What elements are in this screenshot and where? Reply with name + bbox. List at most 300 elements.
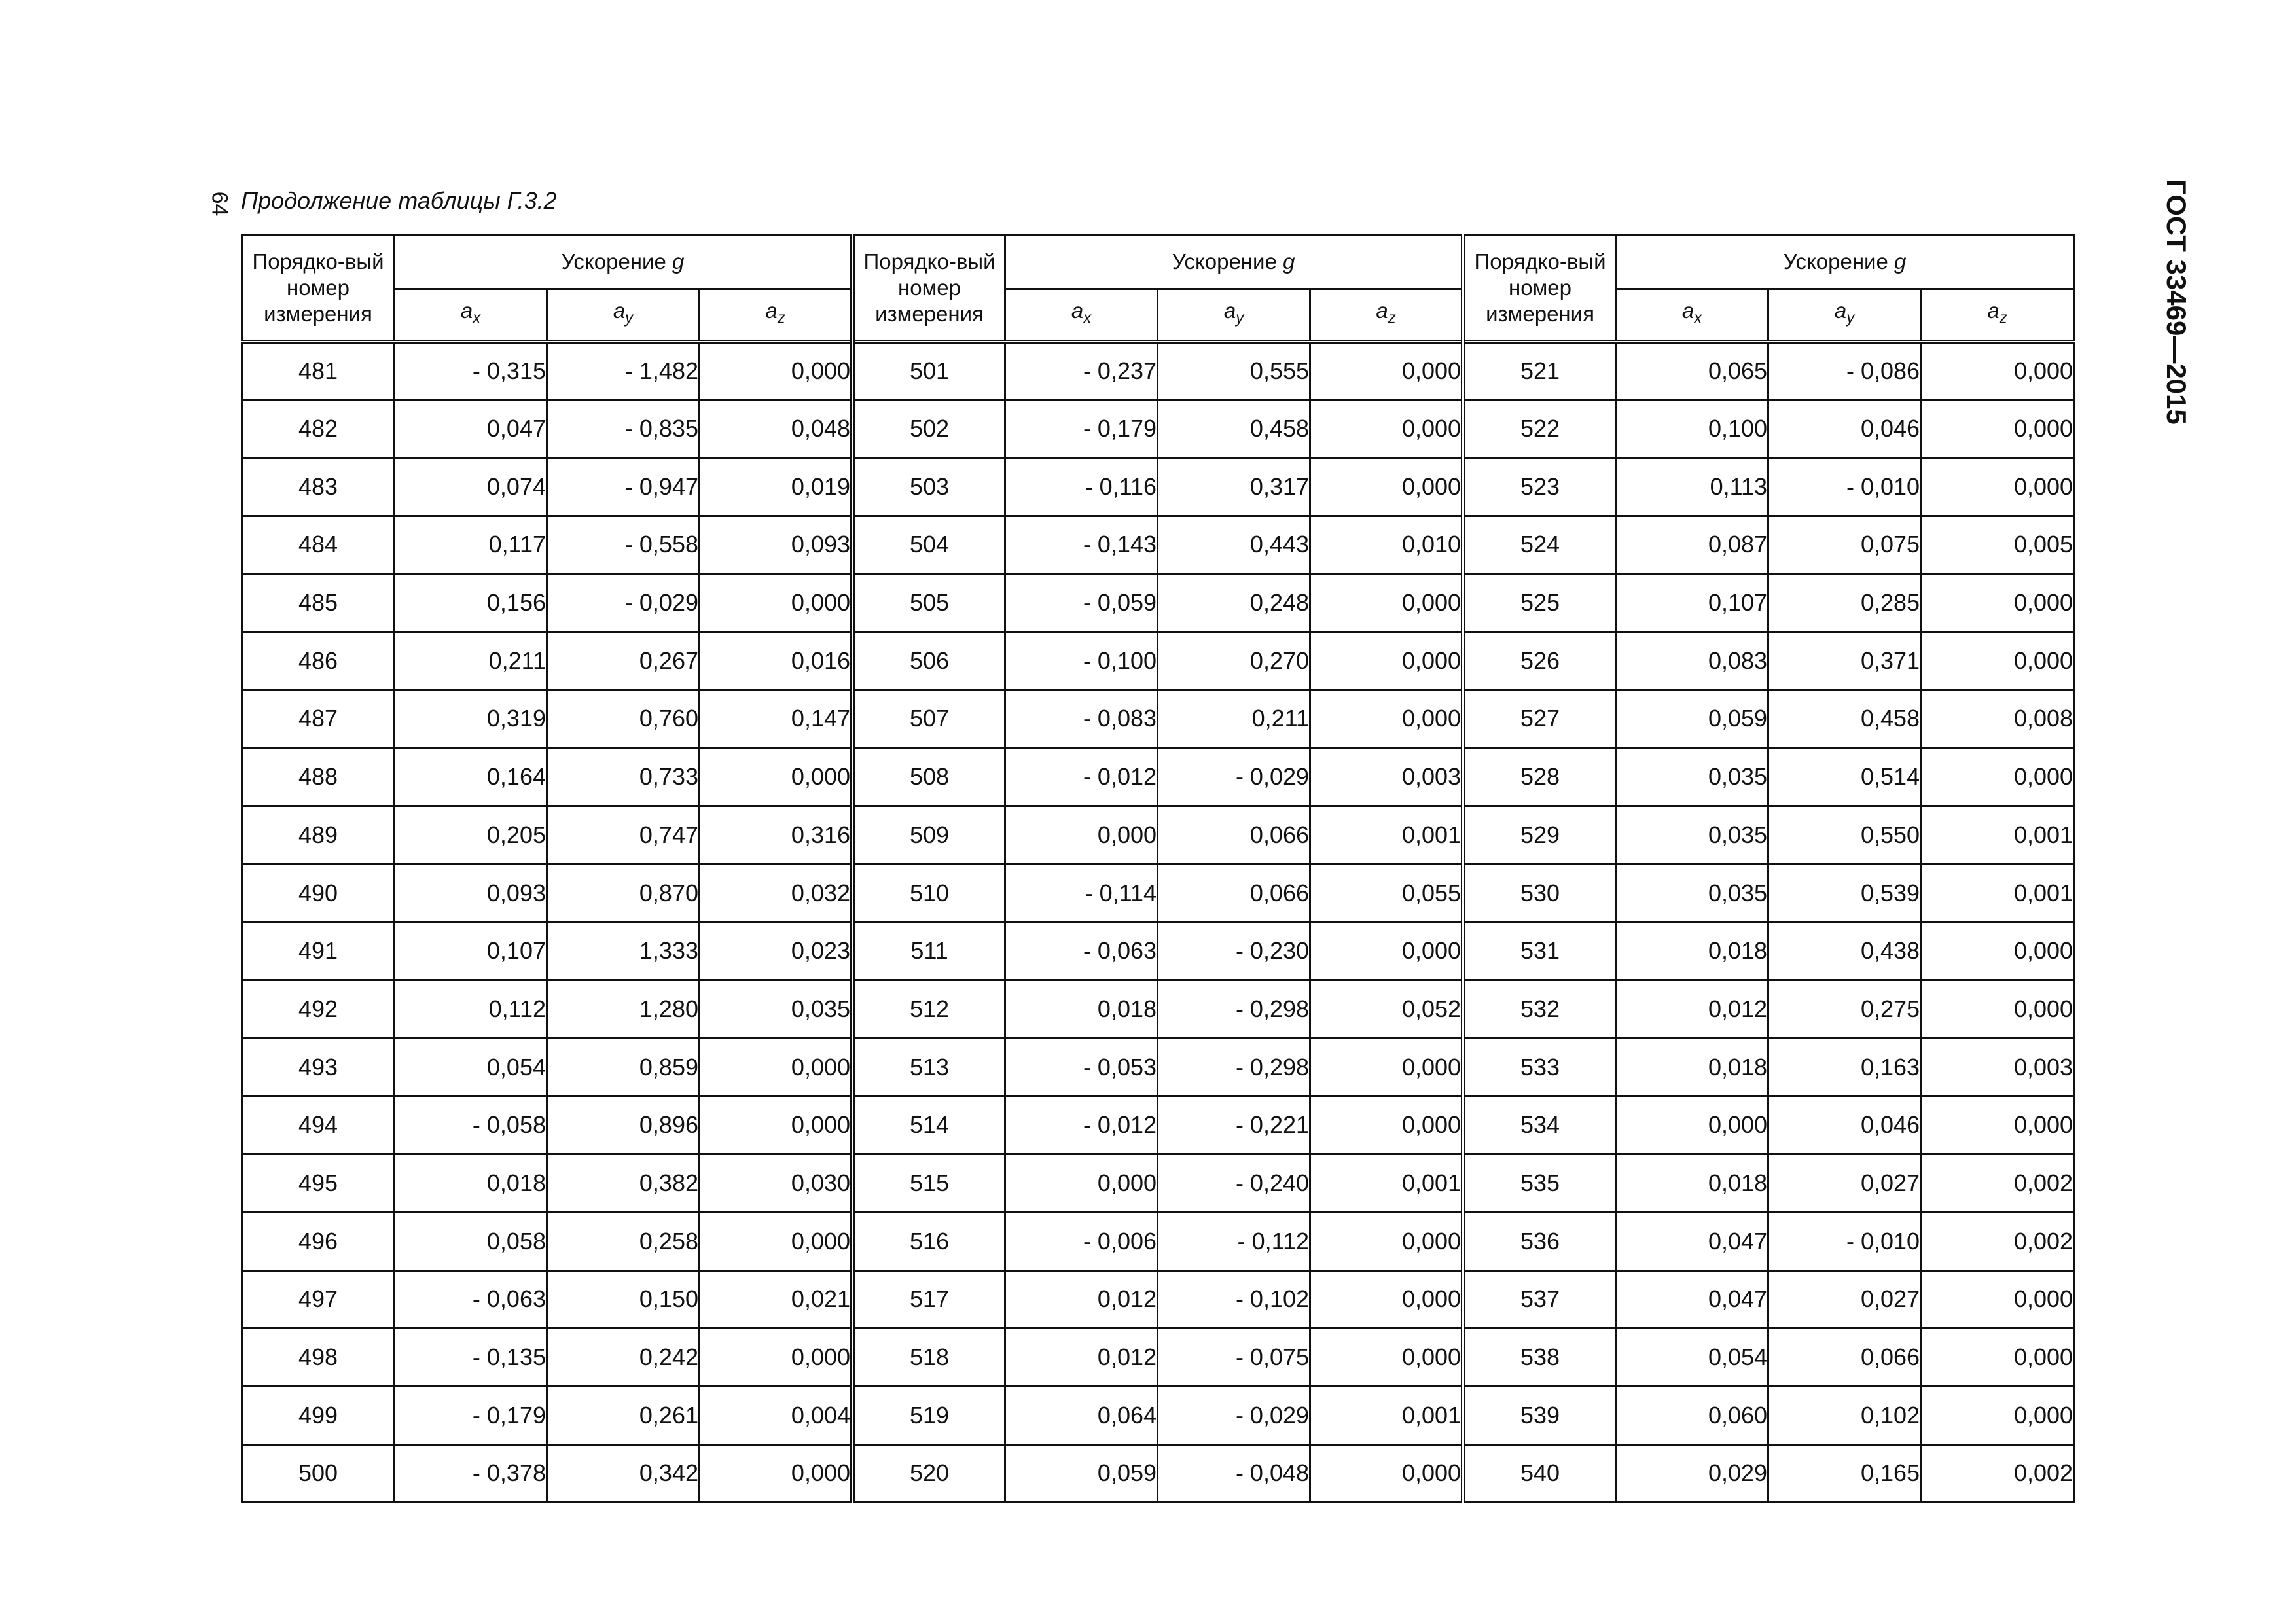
acceleration-value-cell: 0,000 xyxy=(1310,457,1463,516)
measurement-number-cell: 509 xyxy=(853,806,1005,865)
axis-header-ax xyxy=(1005,289,1158,342)
acceleration-value-cell: - 0,221 xyxy=(1158,1096,1310,1154)
acceleration-value-cell: 0,382 xyxy=(547,1154,700,1213)
axis-symbol: a xyxy=(1681,298,1695,323)
acceleration-header xyxy=(1005,235,1463,289)
measurement-number-cell: 528 xyxy=(1463,748,1616,806)
acceleration-value-cell: 0,438 xyxy=(1768,922,1921,980)
acceleration-value-cell: 0,000 xyxy=(1310,400,1463,458)
table-row xyxy=(242,574,2074,632)
acceleration-value-cell: 0,093 xyxy=(700,516,853,574)
acceleration-value-cell: 0,018 xyxy=(395,1154,547,1213)
axis-symbol: a xyxy=(460,298,473,323)
measurement-number-cell: 493 xyxy=(242,1038,395,1096)
table-row xyxy=(242,1096,2074,1154)
acceleration-value-cell: 0,316 xyxy=(700,806,853,865)
acceleration-value-cell: 0,064 xyxy=(1005,1386,1158,1444)
document-code: ГОСТ 33469—2015 xyxy=(2161,179,2192,425)
acceleration-value-cell: 0,012 xyxy=(1005,1270,1158,1329)
acceleration-value-cell: 0,317 xyxy=(1158,457,1310,516)
acceleration-value-cell: 0,000 xyxy=(1005,1154,1158,1213)
measurement-number-cell: 516 xyxy=(853,1212,1005,1270)
table-row xyxy=(242,1154,2074,1213)
acceleration-value-cell: - 0,230 xyxy=(1158,922,1310,980)
acceleration-value-cell: 0,000 xyxy=(700,574,853,632)
acceleration-value-cell: 0,035 xyxy=(1616,806,1768,865)
acceleration-value-cell: 0,000 xyxy=(1310,1444,1463,1503)
acceleration-value-cell: 1,280 xyxy=(547,980,700,1039)
acceleration-value-cell: 0,733 xyxy=(547,748,700,806)
acceleration-unit: g xyxy=(672,249,685,274)
acceleration-value-cell: 0,319 xyxy=(395,690,547,748)
acceleration-label: Ускорение xyxy=(1172,249,1277,274)
measurement-number-cell: 517 xyxy=(853,1270,1005,1329)
acceleration-value-cell: - 0,083 xyxy=(1005,690,1158,748)
acceleration-value-cell: 0,000 xyxy=(1310,574,1463,632)
measurement-number-cell: 484 xyxy=(242,516,395,574)
acceleration-value-cell: - 0,112 xyxy=(1158,1212,1310,1270)
acceleration-value-cell: 0,003 xyxy=(1921,1038,2074,1096)
acceleration-value-cell: - 0,298 xyxy=(1158,980,1310,1039)
acceleration-value-cell: 0,012 xyxy=(1616,980,1768,1039)
acceleration-value-cell: 0,002 xyxy=(1921,1212,2074,1270)
acceleration-value-cell: 0,000 xyxy=(1310,1096,1463,1154)
acceleration-value-cell: 0,001 xyxy=(1310,1386,1463,1444)
axis-header-ay xyxy=(547,289,700,342)
measurement-number-cell: 536 xyxy=(1463,1212,1616,1270)
measurement-number-cell: 504 xyxy=(853,516,1005,574)
acceleration-value-cell: 0,029 xyxy=(1616,1444,1768,1503)
acceleration-value-cell: 0,000 xyxy=(700,748,853,806)
axis-symbol: a xyxy=(1376,298,1388,323)
measurement-number-cell: 506 xyxy=(853,632,1005,690)
acceleration-value-cell: - 0,558 xyxy=(547,516,700,574)
acceleration-value-cell: 0,060 xyxy=(1616,1386,1768,1444)
acceleration-value-cell: 0,018 xyxy=(1616,922,1768,980)
acceleration-value-cell: 0,163 xyxy=(1768,1038,1921,1096)
acceleration-value-cell: - 0,947 xyxy=(547,457,700,516)
acceleration-value-cell: 0,205 xyxy=(395,806,547,865)
acceleration-value-cell: - 0,143 xyxy=(1005,516,1158,574)
acceleration-value-cell: 0,539 xyxy=(1768,864,1921,922)
acceleration-value-cell: 0,019 xyxy=(700,457,853,516)
acceleration-value-cell: 0,000 xyxy=(700,1444,853,1503)
acceleration-value-cell: 1,333 xyxy=(547,922,700,980)
acceleration-table xyxy=(241,234,2075,1503)
measurement-number-cell: 482 xyxy=(242,400,395,458)
acceleration-value-cell: 0,010 xyxy=(1310,516,1463,574)
acceleration-value-cell: 0,342 xyxy=(547,1444,700,1503)
measurement-number-cell: 521 xyxy=(1463,342,1616,400)
acceleration-value-cell: 0,000 xyxy=(1921,1270,2074,1329)
axis-header-ax xyxy=(395,289,547,342)
acceleration-value-cell: 0,000 xyxy=(1921,1386,2074,1444)
measurement-number-cell: 524 xyxy=(1463,516,1616,574)
acceleration-value-cell: 0,012 xyxy=(1005,1329,1158,1387)
axis-subscript: z xyxy=(777,309,785,327)
measurement-number-cell: 499 xyxy=(242,1386,395,1444)
acceleration-value-cell: - 0,048 xyxy=(1158,1444,1310,1503)
measurement-number-cell: 494 xyxy=(242,1096,395,1154)
acceleration-value-cell: 0,211 xyxy=(1158,690,1310,748)
measurement-number-cell: 539 xyxy=(1463,1386,1616,1444)
measurement-number-cell: 518 xyxy=(853,1329,1005,1387)
acceleration-value-cell: 0,046 xyxy=(1768,400,1921,458)
acceleration-value-cell: 0,000 xyxy=(1921,457,2074,516)
measurement-number-cell: 501 xyxy=(853,342,1005,400)
measurement-number-cell: 537 xyxy=(1463,1270,1616,1329)
acceleration-value-cell: - 0,053 xyxy=(1005,1038,1158,1096)
acceleration-value-cell: 0,002 xyxy=(1921,1154,2074,1213)
measurement-number-cell: 534 xyxy=(1463,1096,1616,1154)
axis-header-az xyxy=(1310,289,1463,342)
acceleration-header xyxy=(395,235,853,289)
acceleration-value-cell: - 0,240 xyxy=(1158,1154,1310,1213)
acceleration-value-cell: - 0,086 xyxy=(1768,342,1921,400)
acceleration-value-cell: 0,000 xyxy=(1310,922,1463,980)
measurement-number-cell: 515 xyxy=(853,1154,1005,1213)
acceleration-value-cell: 0,248 xyxy=(1158,574,1310,632)
acceleration-value-cell: - 0,315 xyxy=(395,342,547,400)
acceleration-value-cell: - 0,059 xyxy=(1005,574,1158,632)
acceleration-value-cell: 0,066 xyxy=(1158,864,1310,922)
acceleration-value-cell: 0,112 xyxy=(395,980,547,1039)
measurement-number-cell: 525 xyxy=(1463,574,1616,632)
page-number: 64 xyxy=(207,191,232,217)
axis-symbol: a xyxy=(1834,298,1847,323)
measurement-number-cell: 522 xyxy=(1463,400,1616,458)
measurement-number-cell: 488 xyxy=(242,748,395,806)
acceleration-value-cell: 0,001 xyxy=(1921,864,2074,922)
measurement-number-cell: 503 xyxy=(853,457,1005,516)
measurement-number-cell: 519 xyxy=(853,1386,1005,1444)
axis-subscript: x xyxy=(1083,309,1092,327)
acceleration-value-cell: 0,066 xyxy=(1768,1329,1921,1387)
axis-subscript: z xyxy=(1999,309,2007,327)
acceleration-value-cell: 0,747 xyxy=(547,806,700,865)
measurement-number-cell: 523 xyxy=(1463,457,1616,516)
acceleration-value-cell: - 0,102 xyxy=(1158,1270,1310,1329)
measurement-number-cell: 491 xyxy=(242,922,395,980)
acceleration-value-cell: 0,270 xyxy=(1158,632,1310,690)
acceleration-value-cell: 0,443 xyxy=(1158,516,1310,574)
acceleration-value-cell: 0,093 xyxy=(395,864,547,922)
acceleration-value-cell: 0,000 xyxy=(1310,342,1463,400)
table-row xyxy=(242,980,2074,1039)
acceleration-value-cell: 0,000 xyxy=(1921,400,2074,458)
axis-symbol: a xyxy=(1223,298,1236,323)
axis-subscript: x xyxy=(1694,309,1702,327)
measurement-number-cell: 492 xyxy=(242,980,395,1039)
acceleration-value-cell: 0,023 xyxy=(700,922,853,980)
measurement-number-cell: 481 xyxy=(242,342,395,400)
measurement-number-header: Порядко-вый номер измерения xyxy=(1463,235,1616,342)
measurement-number-cell: 526 xyxy=(1463,632,1616,690)
table-row xyxy=(242,1270,2074,1329)
acceleration-value-cell: 0,000 xyxy=(700,1038,853,1096)
table-row xyxy=(242,1212,2074,1270)
acceleration-value-cell: - 0,378 xyxy=(395,1444,547,1503)
acceleration-value-cell: 0,074 xyxy=(395,457,547,516)
acceleration-value-cell: 0,550 xyxy=(1768,806,1921,865)
acceleration-value-cell: 0,030 xyxy=(700,1154,853,1213)
acceleration-value-cell: - 0,010 xyxy=(1768,457,1921,516)
measurement-number-cell: 511 xyxy=(853,922,1005,980)
axis-subscript: y xyxy=(1846,309,1855,327)
acceleration-value-cell: 0,018 xyxy=(1005,980,1158,1039)
acceleration-value-cell: 0,267 xyxy=(547,632,700,690)
acceleration-value-cell: 0,059 xyxy=(1005,1444,1158,1503)
acceleration-value-cell: 0,001 xyxy=(1921,806,2074,865)
axis-header-az xyxy=(700,289,853,342)
acceleration-value-cell: 0,055 xyxy=(1310,864,1463,922)
acceleration-value-cell: 0,000 xyxy=(1921,1096,2074,1154)
acceleration-value-cell: 0,261 xyxy=(547,1386,700,1444)
acceleration-value-cell: 0,001 xyxy=(1310,806,1463,865)
table-row xyxy=(242,1038,2074,1096)
table-row xyxy=(242,1444,2074,1503)
axis-header-az xyxy=(1921,289,2074,342)
acceleration-value-cell: - 0,835 xyxy=(547,400,700,458)
acceleration-value-cell: 0,514 xyxy=(1768,748,1921,806)
measurement-number-cell: 486 xyxy=(242,632,395,690)
axis-subscript: y xyxy=(1236,309,1244,327)
acceleration-value-cell: - 0,114 xyxy=(1005,864,1158,922)
acceleration-value-cell: 0,000 xyxy=(700,1329,853,1387)
acceleration-value-cell: 0,075 xyxy=(1768,516,1921,574)
acceleration-value-cell: 0,021 xyxy=(700,1270,853,1329)
axis-subscript: z xyxy=(1388,309,1396,327)
measurement-number-cell: 535 xyxy=(1463,1154,1616,1213)
table-row xyxy=(242,690,2074,748)
acceleration-value-cell: 0,242 xyxy=(547,1329,700,1387)
table-row xyxy=(242,457,2074,516)
acceleration-value-cell: 0,117 xyxy=(395,516,547,574)
acceleration-value-cell: 0,047 xyxy=(1616,1270,1768,1329)
acceleration-value-cell: 0,048 xyxy=(700,400,853,458)
acceleration-value-cell: 0,047 xyxy=(1616,1212,1768,1270)
acceleration-value-cell: 0,458 xyxy=(1768,690,1921,748)
acceleration-value-cell: 0,058 xyxy=(395,1212,547,1270)
acceleration-unit: g xyxy=(1894,249,1907,274)
acceleration-value-cell: 0,003 xyxy=(1310,748,1463,806)
acceleration-value-cell: 0,371 xyxy=(1768,632,1921,690)
acceleration-value-cell: - 0,075 xyxy=(1158,1329,1310,1387)
acceleration-value-cell: 0,002 xyxy=(1921,1444,2074,1503)
acceleration-value-cell: - 0,058 xyxy=(395,1096,547,1154)
acceleration-value-cell: 0,065 xyxy=(1616,342,1768,400)
measurement-number-cell: 500 xyxy=(242,1444,395,1503)
acceleration-value-cell: 0,107 xyxy=(1616,574,1768,632)
measurement-number-cell: 540 xyxy=(1463,1444,1616,1503)
acceleration-value-cell: 0,035 xyxy=(1616,864,1768,922)
measurement-number-cell: 487 xyxy=(242,690,395,748)
acceleration-value-cell: - 0,012 xyxy=(1005,748,1158,806)
measurement-number-cell: 496 xyxy=(242,1212,395,1270)
acceleration-value-cell: 0,555 xyxy=(1158,342,1310,400)
measurement-number-cell: 520 xyxy=(853,1444,1005,1503)
axis-subscript: x xyxy=(473,309,481,327)
acceleration-value-cell: 0,005 xyxy=(1921,516,2074,574)
acceleration-value-cell: 0,000 xyxy=(700,1096,853,1154)
acceleration-value-cell: - 0,135 xyxy=(395,1329,547,1387)
acceleration-value-cell: 0,896 xyxy=(547,1096,700,1154)
acceleration-value-cell: 0,164 xyxy=(395,748,547,806)
acceleration-value-cell: 0,047 xyxy=(395,400,547,458)
acceleration-value-cell: 0,054 xyxy=(1616,1329,1768,1387)
acceleration-value-cell: - 1,482 xyxy=(547,342,700,400)
table-row xyxy=(242,1386,2074,1444)
acceleration-value-cell: - 0,100 xyxy=(1005,632,1158,690)
acceleration-value-cell: - 0,029 xyxy=(1158,1386,1310,1444)
measurement-number-cell: 508 xyxy=(853,748,1005,806)
acceleration-value-cell: 0,760 xyxy=(547,690,700,748)
measurement-number-cell: 490 xyxy=(242,864,395,922)
measurement-number-cell: 529 xyxy=(1463,806,1616,865)
measurement-number-cell: 531 xyxy=(1463,922,1616,980)
acceleration-value-cell: 0,035 xyxy=(700,980,853,1039)
acceleration-value-cell: 0,000 xyxy=(1310,632,1463,690)
acceleration-value-cell: 0,052 xyxy=(1310,980,1463,1039)
measurement-number-cell: 483 xyxy=(242,457,395,516)
acceleration-value-cell: 0,859 xyxy=(547,1038,700,1096)
measurement-number-cell: 507 xyxy=(853,690,1005,748)
acceleration-value-cell: 0,285 xyxy=(1768,574,1921,632)
acceleration-value-cell: 0,000 xyxy=(1310,690,1463,748)
acceleration-value-cell: 0,000 xyxy=(1921,574,2074,632)
acceleration-value-cell: 0,000 xyxy=(1310,1038,1463,1096)
acceleration-value-cell: 0,000 xyxy=(1921,748,2074,806)
axis-header-ay xyxy=(1158,289,1310,342)
acceleration-value-cell: 0,102 xyxy=(1768,1386,1921,1444)
acceleration-value-cell: 0,000 xyxy=(1921,1329,2074,1387)
acceleration-value-cell: 0,000 xyxy=(1005,806,1158,865)
acceleration-value-cell: 0,000 xyxy=(1616,1096,1768,1154)
acceleration-label: Ускорение xyxy=(561,249,666,274)
axis-symbol: a xyxy=(765,298,778,323)
table-row xyxy=(242,864,2074,922)
table-row xyxy=(242,516,2074,574)
measurement-number-cell: 502 xyxy=(853,400,1005,458)
measurement-number-cell: 510 xyxy=(853,864,1005,922)
table-row xyxy=(242,748,2074,806)
acceleration-value-cell: - 0,029 xyxy=(547,574,700,632)
acceleration-value-cell: 0,027 xyxy=(1768,1154,1921,1213)
acceleration-value-cell: 0,100 xyxy=(1616,400,1768,458)
acceleration-value-cell: 0,000 xyxy=(1310,1212,1463,1270)
acceleration-value-cell: 0,066 xyxy=(1158,806,1310,865)
table-row xyxy=(242,922,2074,980)
measurement-number-cell: 505 xyxy=(853,574,1005,632)
acceleration-value-cell: 0,000 xyxy=(700,342,853,400)
acceleration-value-cell: 0,870 xyxy=(547,864,700,922)
table-row xyxy=(242,400,2074,458)
acceleration-value-cell: 0,156 xyxy=(395,574,547,632)
acceleration-label: Ускорение xyxy=(1783,249,1888,274)
acceleration-value-cell: 0,027 xyxy=(1768,1270,1921,1329)
acceleration-value-cell: 0,275 xyxy=(1768,980,1921,1039)
acceleration-value-cell: 0,000 xyxy=(1921,342,2074,400)
measurement-number-cell: 489 xyxy=(242,806,395,865)
acceleration-value-cell: 0,083 xyxy=(1616,632,1768,690)
measurement-number-cell: 485 xyxy=(242,574,395,632)
measurement-number-cell: 495 xyxy=(242,1154,395,1213)
acceleration-value-cell: 0,004 xyxy=(700,1386,853,1444)
acceleration-value-cell: - 0,237 xyxy=(1005,342,1158,400)
acceleration-value-cell: 0,113 xyxy=(1616,457,1768,516)
acceleration-value-cell: - 0,063 xyxy=(395,1270,547,1329)
acceleration-value-cell: 0,000 xyxy=(1921,980,2074,1039)
acceleration-value-cell: 0,150 xyxy=(547,1270,700,1329)
axis-symbol: a xyxy=(613,298,626,323)
acceleration-value-cell: 0,016 xyxy=(700,632,853,690)
acceleration-value-cell: 0,032 xyxy=(700,864,853,922)
table-row xyxy=(242,806,2074,865)
acceleration-value-cell: 0,107 xyxy=(395,922,547,980)
acceleration-value-cell: - 0,298 xyxy=(1158,1038,1310,1096)
acceleration-value-cell: - 0,029 xyxy=(1158,748,1310,806)
acceleration-value-cell: 0,018 xyxy=(1616,1154,1768,1213)
measurement-number-cell: 532 xyxy=(1463,980,1616,1039)
acceleration-value-cell: - 0,006 xyxy=(1005,1212,1158,1270)
measurement-number-cell: 538 xyxy=(1463,1329,1616,1387)
axis-subscript: y xyxy=(625,309,634,327)
measurement-number-cell: 533 xyxy=(1463,1038,1616,1096)
acceleration-value-cell: - 0,012 xyxy=(1005,1096,1158,1154)
acceleration-value-cell: 0,001 xyxy=(1310,1154,1463,1213)
acceleration-value-cell: - 0,116 xyxy=(1005,457,1158,516)
measurement-number-cell: 512 xyxy=(853,980,1005,1039)
acceleration-value-cell: 0,165 xyxy=(1768,1444,1921,1503)
axis-header-ax xyxy=(1616,289,1768,342)
acceleration-value-cell: - 0,010 xyxy=(1768,1212,1921,1270)
acceleration-value-cell: - 0,179 xyxy=(1005,400,1158,458)
acceleration-value-cell: 0,059 xyxy=(1616,690,1768,748)
acceleration-value-cell: 0,046 xyxy=(1768,1096,1921,1154)
acceleration-value-cell: 0,087 xyxy=(1616,516,1768,574)
axis-symbol: a xyxy=(1071,298,1084,323)
table-row xyxy=(242,342,2074,400)
acceleration-value-cell: 0,000 xyxy=(700,1212,853,1270)
measurement-number-header: Порядко-вый номер измерения xyxy=(853,235,1005,342)
measurement-number-cell: 514 xyxy=(853,1096,1005,1154)
acceleration-value-cell: 0,000 xyxy=(1310,1270,1463,1329)
table-row xyxy=(242,1329,2074,1387)
acceleration-value-cell: 0,458 xyxy=(1158,400,1310,458)
axis-header-ay xyxy=(1768,289,1921,342)
measurement-number-cell: 527 xyxy=(1463,690,1616,748)
acceleration-value-cell: - 0,179 xyxy=(395,1386,547,1444)
acceleration-value-cell: 0,008 xyxy=(1921,690,2074,748)
acceleration-value-cell: 0,000 xyxy=(1310,1329,1463,1387)
acceleration-value-cell: 0,147 xyxy=(700,690,853,748)
acceleration-value-cell: 0,211 xyxy=(395,632,547,690)
acceleration-header xyxy=(1616,235,2074,289)
axis-symbol: a xyxy=(1987,298,2000,323)
acceleration-value-cell: 0,000 xyxy=(1921,632,2074,690)
measurement-number-header: Порядко-вый номер измерения xyxy=(242,235,395,342)
measurement-number-cell: 513 xyxy=(853,1038,1005,1096)
acceleration-unit: g xyxy=(1283,249,1295,274)
acceleration-value-cell: 0,000 xyxy=(1921,922,2074,980)
acceleration-value-cell: 0,018 xyxy=(1616,1038,1768,1096)
table-row xyxy=(242,632,2074,690)
measurement-number-cell: 530 xyxy=(1463,864,1616,922)
acceleration-value-cell: 0,035 xyxy=(1616,748,1768,806)
acceleration-value-cell: 0,054 xyxy=(395,1038,547,1096)
measurement-number-cell: 498 xyxy=(242,1329,395,1387)
table-caption: Продолжение таблицы Г.3.2 xyxy=(241,187,557,214)
